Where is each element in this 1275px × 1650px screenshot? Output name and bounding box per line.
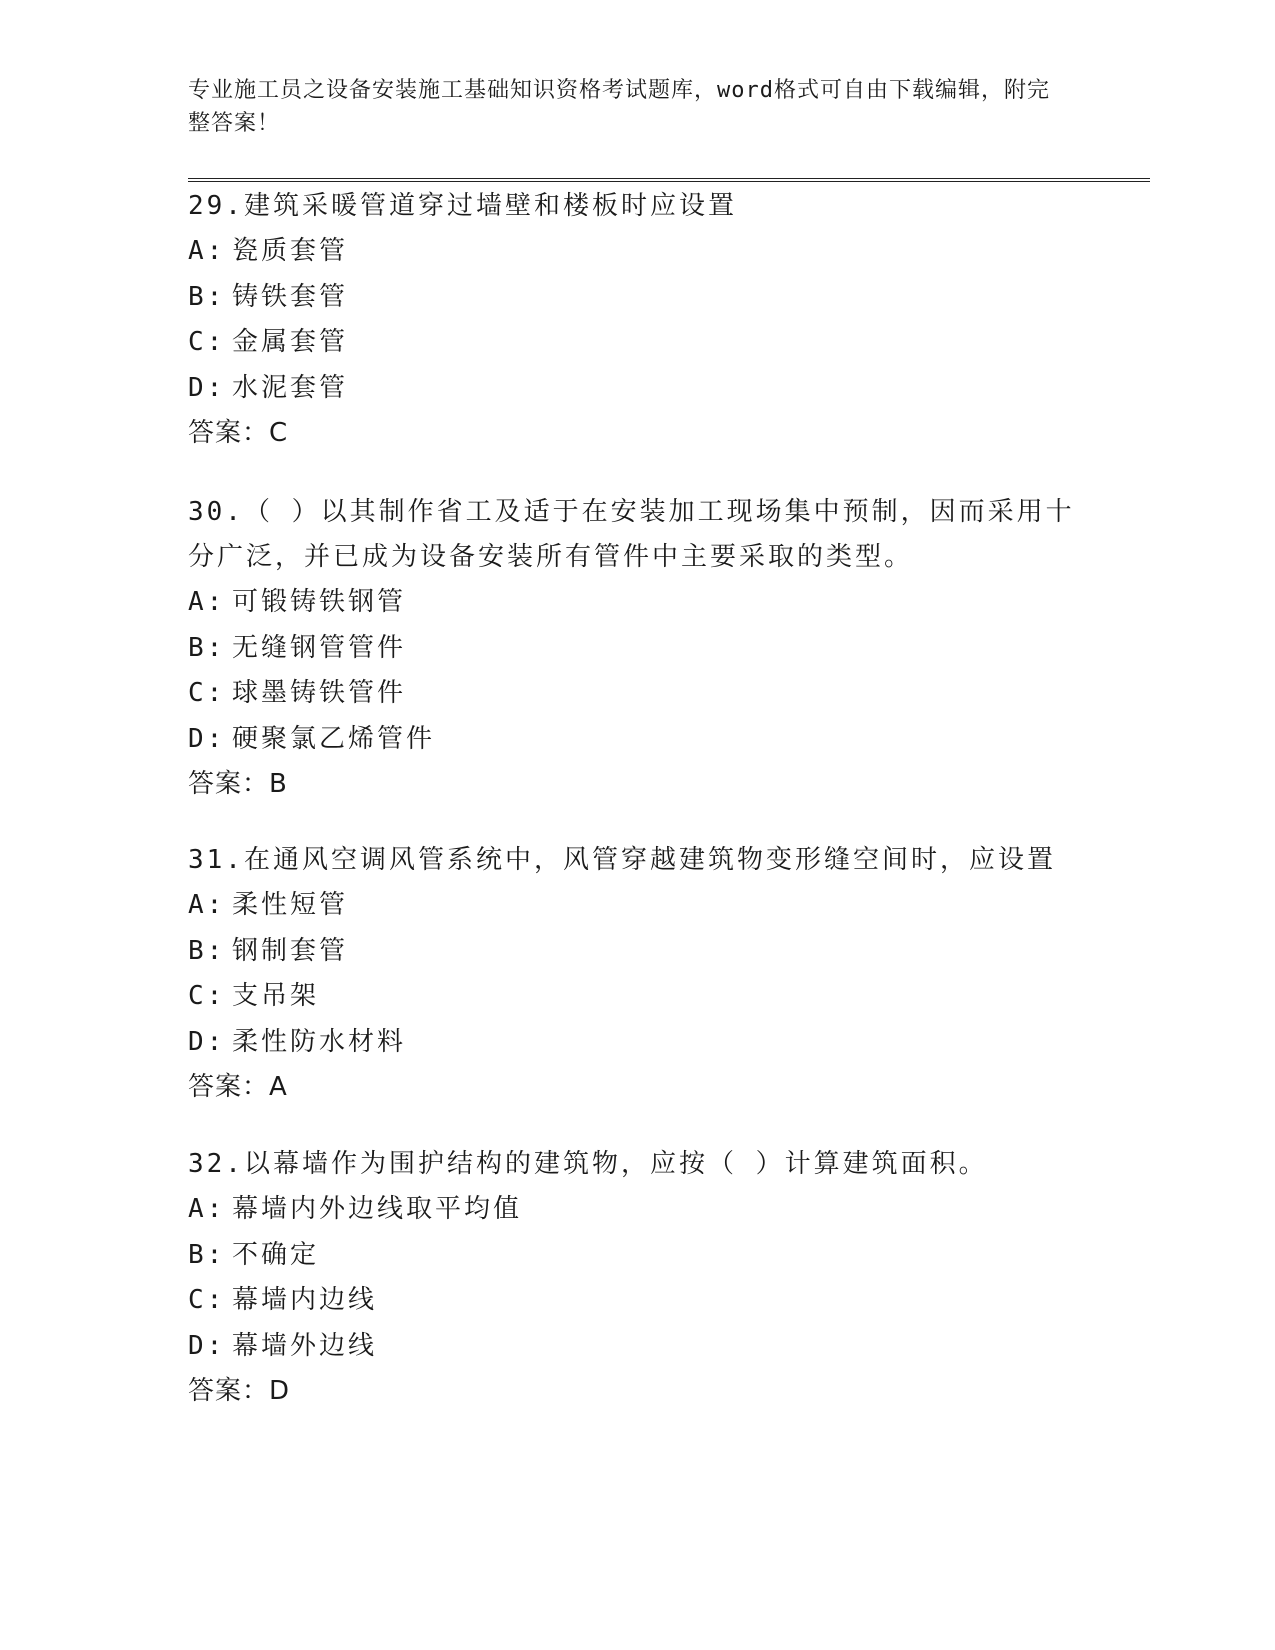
option-a [188,229,1088,275]
question-32 [188,1142,1088,1415]
option-a [188,580,1088,626]
option-text: 幕墙外边线 [232,1330,378,1361]
option-d [188,366,1088,412]
option-text: 支吊架 [232,981,320,1011]
option-text: 金属套管 [232,327,349,357]
question-31 [188,838,1088,1111]
option-letter: D: [188,1026,226,1057]
option-text: 不确定 [232,1239,320,1270]
option-b [188,626,1088,672]
option-letter: C: [188,981,226,1011]
option-c [188,320,1088,366]
option-text: 可锻铸铁钢管 [232,587,407,617]
answer-line: 答案：A [188,1072,288,1102]
answer-line: 答案：C [188,418,289,448]
option-letter: A: [188,236,226,266]
option-letter: B: [188,1239,226,1270]
option-text: 铸铁套管 [232,281,349,312]
document-header: 专业施工员之设备安装施工基础知识资格考试题库，word格式可自由下载编辑，附完整答案！ [188,78,1050,136]
option-b [188,1233,1088,1279]
option-text: 幕墙内外边线取平均值 [232,1194,523,1224]
answer-line: 答案：B [188,769,288,799]
option-c [188,974,1088,1020]
option-c [188,671,1088,717]
question-stem: 29.建筑采暖管道穿过墙壁和楼板时应设置 [188,191,737,221]
option-letter: B: [188,935,226,966]
option-d [188,1324,1088,1370]
option-text: 瓷质套管 [232,236,349,266]
option-letter: C: [188,1285,226,1315]
answer-line: 答案：D [188,1376,291,1406]
option-b [188,929,1088,975]
option-letter: D: [188,372,226,403]
option-letter: C: [188,678,226,708]
option-letter: D: [188,723,226,754]
question-stem: 32.以幕墙作为围护结构的建筑物，应按（ ）计算建筑面积。 [188,1149,988,1179]
option-text: 柔性防水材料 [232,1026,407,1057]
option-c [188,1278,1088,1324]
option-text: 钢制套管 [232,935,349,966]
option-letter: A: [188,890,226,920]
header-divider [188,178,1150,182]
option-letter: A: [188,1194,226,1224]
option-text: 柔性短管 [232,890,349,920]
option-d [188,1020,1088,1066]
option-a [188,883,1088,929]
question-stem: 30.（ ）以其制作省工及适于在安装加工现场集中预制，因而采用十分广泛，并已成为设备安装所有管件中主要采取的类型。 [188,497,1075,572]
question-30 [188,490,1088,808]
option-d [188,717,1088,763]
option-text: 无缝钢管管件 [232,632,407,663]
question-stem: 31.在通风空调风管系统中，风管穿越建筑物变形缝空间时，应设置 [188,845,1056,875]
option-b [188,275,1088,321]
option-letter: D: [188,1330,226,1361]
question-29 [188,184,1088,457]
option-letter: B: [188,281,226,312]
option-text: 幕墙内边线 [232,1285,378,1315]
option-a [188,1187,1088,1233]
option-text: 水泥套管 [232,372,349,403]
option-text: 球墨铸铁管件 [232,678,407,708]
option-letter: C: [188,327,226,357]
option-letter: B: [188,632,226,663]
option-text: 硬聚氯乙烯管件 [232,723,436,754]
option-letter: A: [188,587,226,617]
